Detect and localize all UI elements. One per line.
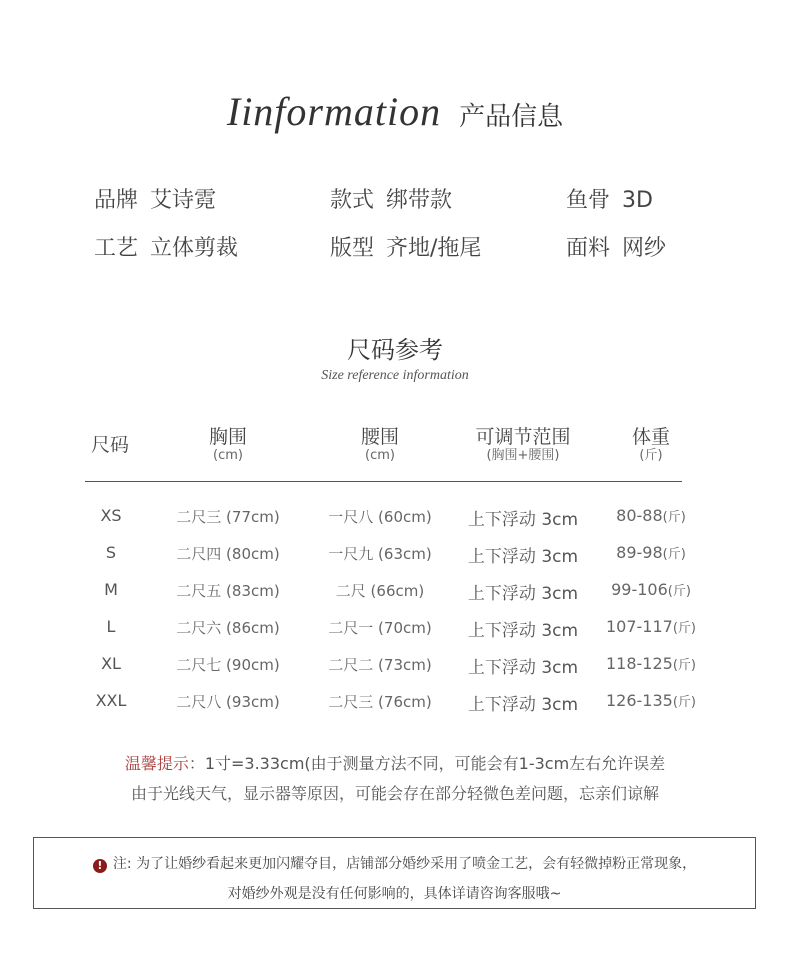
table-cell-adjust: 上下浮动 3cm (467, 547, 579, 567)
info-fabric-key: 面料 (566, 236, 611, 261)
table-header-adjust-main: 可调节范围 (475, 426, 571, 448)
page-header (0, 88, 790, 148)
table-header-adjust-sub: (胸围+腰围) (486, 448, 560, 463)
table-cell-weight-value: 80-88 (616, 506, 663, 525)
table-cell-adjust: 上下浮动 3cm (467, 621, 579, 641)
size-section-subtitle: Size reference information (321, 368, 469, 383)
notice-line-1 (34, 853, 755, 873)
info-craft-key: 工艺 (94, 236, 139, 261)
title-chinese: 产品信息 (459, 102, 564, 132)
table-cell-weight (595, 654, 707, 673)
tips-line-1 (0, 751, 790, 774)
table-header-size-main: 尺码 (90, 434, 129, 456)
table-header-bust (168, 422, 288, 463)
table-cell-weight-value: 99-106 (611, 580, 668, 599)
table-cell-size: XXL (95, 691, 127, 710)
table-header-waist (320, 422, 440, 463)
table-header-bust-sub: (cm) (213, 448, 243, 463)
table-cell-adjust: 上下浮动 3cm (467, 658, 579, 678)
info-style-key: 款式 (330, 188, 375, 213)
tips-label: 温馨提示 (124, 754, 189, 773)
info-brand-key: 品牌 (94, 188, 139, 213)
info-boning (566, 183, 653, 214)
notice-line-2: 对婚纱外观是没有任何影响的，具体详请咨询客服哦~ (227, 886, 562, 902)
alert-icon: ! (93, 859, 107, 873)
table-header-size (80, 430, 140, 457)
info-cut (330, 231, 481, 262)
table-cell-weight-unit: (斤) (672, 658, 696, 673)
table-cell-weight (595, 691, 707, 710)
table-cell-size: S (105, 543, 117, 562)
table-cell-weight-unit: (斤) (662, 547, 686, 562)
table-cell-adjust: 上下浮动 3cm (467, 584, 579, 604)
table-cell-adjust: 上下浮动 3cm (467, 510, 579, 530)
table-header-waist-sub: (cm) (365, 448, 395, 463)
table-cell-bust: 二尺四 (80cm) (176, 545, 280, 563)
table-cell-waist: 二尺二 (73cm) (328, 656, 432, 674)
table-cell-weight-value: 107-117 (605, 617, 673, 636)
info-boning-key: 鱼骨 (566, 188, 611, 213)
table-cell-weight-unit: (斤) (672, 695, 696, 710)
table-cell-weight-value: 89-98 (616, 543, 663, 562)
tips-line-2: 由于光线天气，显示器等原因，可能会存在部分轻微色差问题，忘亲们谅解 (130, 784, 659, 803)
table-cell-size: XS (100, 506, 122, 525)
table-cell-weight (595, 617, 707, 636)
table-cell-bust: 二尺五 (83cm) (176, 582, 280, 600)
info-boning-value: 3D (622, 188, 653, 213)
info-brand-value: 艾诗霓 (150, 188, 217, 213)
table-cell-weight (595, 580, 707, 599)
table-divider (85, 481, 682, 482)
table-cell-waist: 二尺三 (76cm) (328, 693, 432, 711)
info-style-value: 绑带款 (386, 188, 453, 213)
info-craft (94, 231, 238, 262)
info-fabric (566, 231, 666, 262)
table-cell-weight-value: 118-125 (605, 654, 673, 673)
table-cell-waist: 二尺 (66cm) (335, 582, 425, 600)
info-brand (94, 183, 216, 214)
table-cell-size: M (104, 580, 118, 599)
table-header-waist-main: 腰围 (360, 426, 399, 448)
notice-text-1: 注: 为了让婚纱看起来更加闪耀夺目，店铺部分婚纱采用了喷金工艺，会有轻微掉粉正常现象， (112, 856, 697, 872)
table-cell-weight (595, 543, 707, 562)
table-cell-bust: 二尺七 (90cm) (176, 656, 280, 674)
title-english: Iinformation (226, 89, 442, 134)
info-fabric-value: 网纱 (622, 236, 667, 261)
tips-text-1: ：1寸=3.33cm(由于测量方法不同，可能会有1-3cm左右允许误差 (188, 754, 666, 773)
table-cell-waist: 一尺九 (63cm) (328, 545, 432, 563)
table-cell-weight-unit: (斤) (662, 510, 686, 525)
table-cell-bust: 二尺三 (77cm) (176, 508, 280, 526)
table-header-bust-main: 胸围 (208, 426, 247, 448)
notice-box (33, 837, 756, 909)
table-cell-weight (595, 506, 707, 525)
table-cell-adjust: 上下浮动 3cm (467, 695, 579, 715)
table-cell-waist: 一尺八 (60cm) (328, 508, 432, 526)
size-section-title: 尺码参考 (347, 336, 443, 364)
table-cell-size: L (106, 617, 116, 636)
table-cell-weight-value: 126-135 (605, 691, 673, 710)
table-header-weight-sub: (斤) (639, 448, 663, 463)
table-cell-size: XL (101, 654, 121, 673)
table-cell-weight-unit: (斤) (667, 584, 691, 599)
table-header-weight-main: 体重 (631, 426, 670, 448)
info-craft-value: 立体剪裁 (150, 236, 239, 261)
table-cell-bust: 二尺六 (86cm) (176, 619, 280, 637)
info-cut-key: 版型 (330, 236, 375, 261)
table-cell-bust: 二尺八 (93cm) (176, 693, 280, 711)
info-style (330, 183, 452, 214)
table-cell-weight-unit: (斤) (672, 621, 696, 636)
table-cell-waist: 二尺一 (70cm) (328, 619, 432, 637)
info-cut-value: 齐地/拖尾 (386, 236, 482, 261)
table-header-adjust (458, 422, 588, 463)
table-header-weight (605, 422, 697, 463)
